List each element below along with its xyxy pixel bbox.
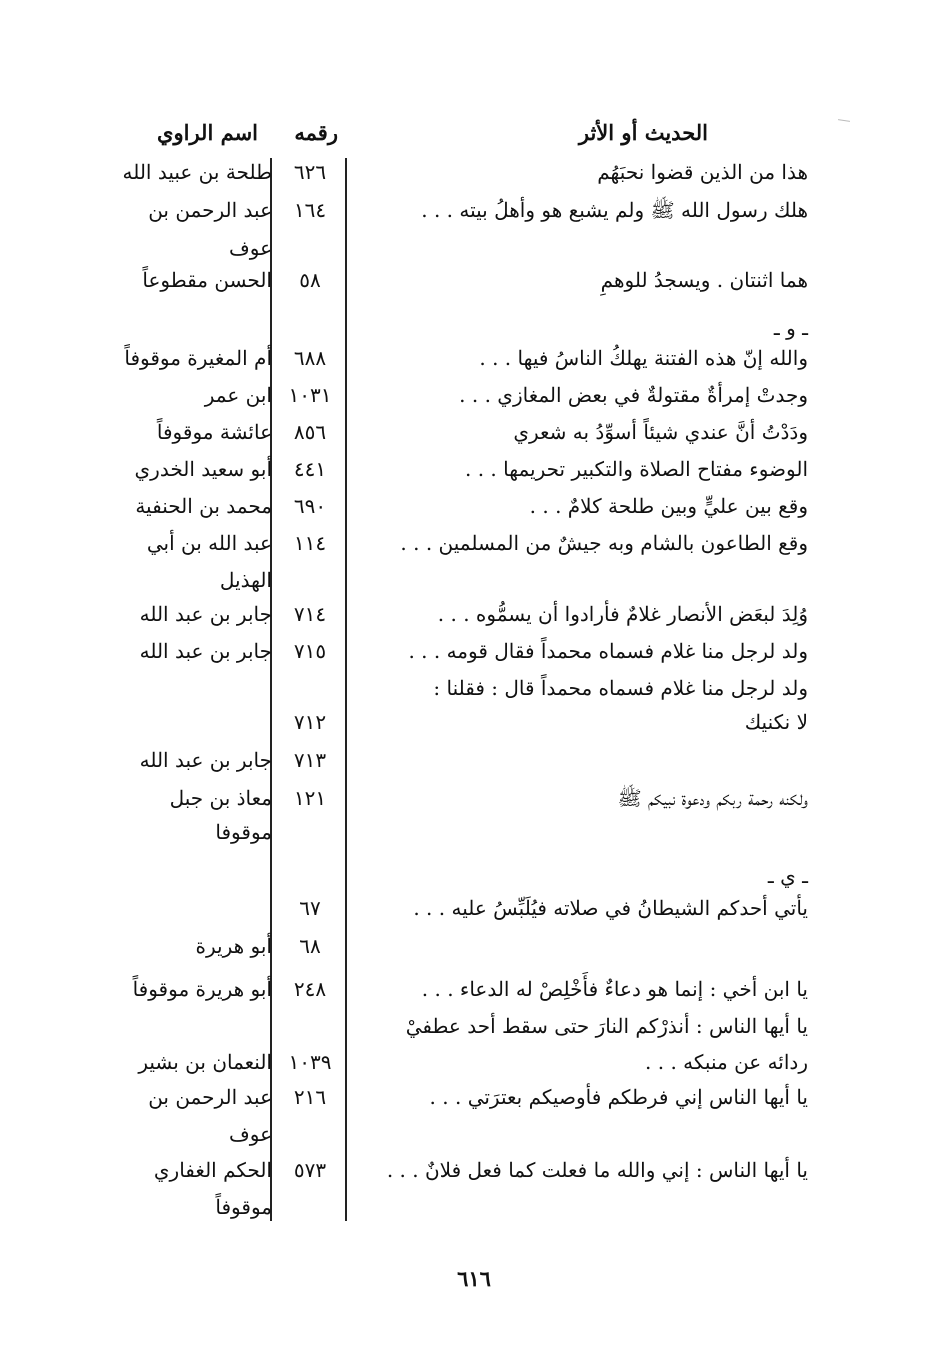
narrator-cell: النعمان بن بشير — [138, 1050, 272, 1074]
hadith-text-cell: ولكنه رحمة ربكم ودعوة نبيكم ﷺ — [617, 786, 808, 810]
hadith-text-cell: ولد لرجل منا غلام فسماه محمداً قال : فقلنا : — [433, 676, 808, 700]
hadith-text-cell: وُلِدَ لبعَض الأنصار غلامٌ فأرادوا أن يسمُّوه . . . — [437, 602, 808, 626]
narrator-cell: عبد الرحمن بن — [148, 198, 272, 222]
narrator-cell: محمد بن الحنفية — [135, 494, 272, 518]
header-number: رقمه — [294, 120, 338, 145]
hadith-text-cell: ودَدْتُ أنَّ عندي شيئاً أسوِّدُ به شعري — [513, 420, 808, 444]
hadith-number-cell: ١٢١ — [293, 786, 327, 810]
narrator-cell: الهذيل — [219, 568, 272, 592]
narrator-cell: أبو هريرة — [195, 934, 272, 958]
hadith-number-cell: ١٦٤ — [293, 198, 327, 222]
hadith-text-cell: ردائه عن منبكه . . . — [645, 1050, 808, 1074]
hadith-number-cell: ٦٧ — [299, 896, 321, 920]
hadith-text-cell: يأتي أحدكم الشيطانُ في صلاته فيُلَبِّسُ عليه . . . — [413, 896, 808, 920]
hadith-text-cell: هذا من الذين قضوا نحبَهُم — [597, 160, 808, 184]
narrator-cell: أبو سعيد الخدري — [134, 457, 272, 481]
narrator-cell: عوف — [229, 1122, 272, 1146]
hadith-number-cell: ٤٤١ — [293, 457, 327, 481]
hadith-number-cell: ١٠٣٩ — [288, 1050, 332, 1074]
hadith-text-cell: يا ابن أخي : إنما هو دعاءٌ فأَخْلِصْ له الدعاء . . . — [421, 977, 808, 1001]
hadith-number-cell: ٧١٥ — [293, 639, 327, 663]
header-hadith: الحديث أو الأثر — [578, 120, 708, 145]
hadith-text-cell: هلك رسول الله ﷺ ولم يشبع هو وأهلُ بيته . . . — [421, 198, 808, 222]
hadith-number-cell: ٥٨ — [299, 268, 321, 292]
hadith-text-cell: ـ ي ـ — [767, 864, 808, 888]
narrator-cell: ابن عمر — [204, 383, 272, 407]
narrator-cell: جابر بن عبد الله — [139, 602, 272, 626]
hadith-text-cell: يا أيها الناس : إني والله ما فعلت كما فعل فلانٌ . . . — [386, 1158, 808, 1182]
hadith-number-cell: ٦٩٠ — [293, 494, 327, 518]
hadith-text-cell: وقع بين عليٍّ وبين طلحة كلامٌ . . . — [529, 494, 808, 518]
narrator-cell: الحسن مقطوعاً — [142, 268, 272, 292]
narrator-cell: أم المغيرة موقوفاً — [124, 346, 272, 370]
narrator-cell: أبو هريرة موقوفاً — [132, 977, 272, 1001]
hadith-text-cell: يا أيها الناس : أنذرْكم النارَ حتى سقط أحد عطفيْ — [405, 1014, 808, 1038]
hadith-number-cell: ١١٤ — [293, 531, 327, 555]
hadith-text-cell: ـ و ـ — [773, 316, 808, 340]
hadith-text-cell: ولد لرجل منا غلام فسماه محمداً فقال قومه . . . — [408, 639, 808, 663]
hadith-text-cell: وجدتْ إمرأةٌ مقتولةٌ في بعض المغازي . . . — [459, 383, 808, 407]
narrator-cell: عائشة موقوفاً — [156, 420, 272, 444]
hadith-number-cell: ٢٤٨ — [293, 977, 327, 1001]
narrator-cell: موقوفاً — [215, 1195, 272, 1219]
hadith-number-cell: ٦٨ — [299, 934, 321, 958]
hadith-text-cell: لا نكنيك — [744, 710, 808, 734]
narrator-cell: معاذ بن جبل — [169, 786, 272, 810]
page-number: ٦١٦ — [457, 1266, 491, 1291]
header-narrator: اسم الراوي — [157, 120, 258, 145]
hadith-text-cell: يا أيها الناس إني فرطكم فأوصيكم بعترَتي . . . — [429, 1085, 808, 1109]
hadith-number-cell: ٧١٢ — [293, 710, 327, 734]
narrator-cell: طلحة بن عبيد الله — [122, 160, 272, 184]
narrator-cell: عبد الرحمن بن — [148, 1085, 272, 1109]
narrator-cell: عبد الله بن أبي — [146, 531, 272, 555]
narrator-cell: جابر بن عبد الله — [139, 748, 272, 772]
narrator-cell: موقوفا — [215, 820, 272, 844]
hadith-number-cell: ٧١٣ — [293, 748, 327, 772]
corner-mark — [838, 119, 850, 122]
hadith-number-cell: ٨٥٦ — [293, 420, 327, 444]
hadith-number-cell: ٥٧٣ — [293, 1158, 327, 1182]
hadith-text-cell: وقع الطاعون بالشام وبه جيشٌ من المسلمين . . . — [400, 531, 808, 555]
hadith-number-cell: ١٠٣١ — [288, 383, 332, 407]
hadith-text-cell: الوضوء مفتاح الصلاة والتكبير تحريمها . . . — [465, 457, 808, 481]
narrator-cell: عوف — [229, 236, 272, 260]
narrator-cell: الحكم الغفاري — [153, 1158, 272, 1182]
hadith-number-cell: ٢١٦ — [293, 1085, 327, 1109]
column-divider-number — [345, 158, 347, 1221]
hadith-text-cell: والله إنّ هذه الفتنة يهلكُ الناسُ فيها . . . — [479, 346, 808, 370]
hadith-text-cell: هما اثنتان . ويسجدُ للوهمِ — [600, 268, 808, 292]
narrator-cell: جابر بن عبد الله — [139, 639, 272, 663]
hadith-number-cell: ٦٢٦ — [293, 160, 327, 184]
hadith-number-cell: ٧١٤ — [293, 602, 327, 626]
hadith-number-cell: ٦٨٨ — [293, 346, 327, 370]
